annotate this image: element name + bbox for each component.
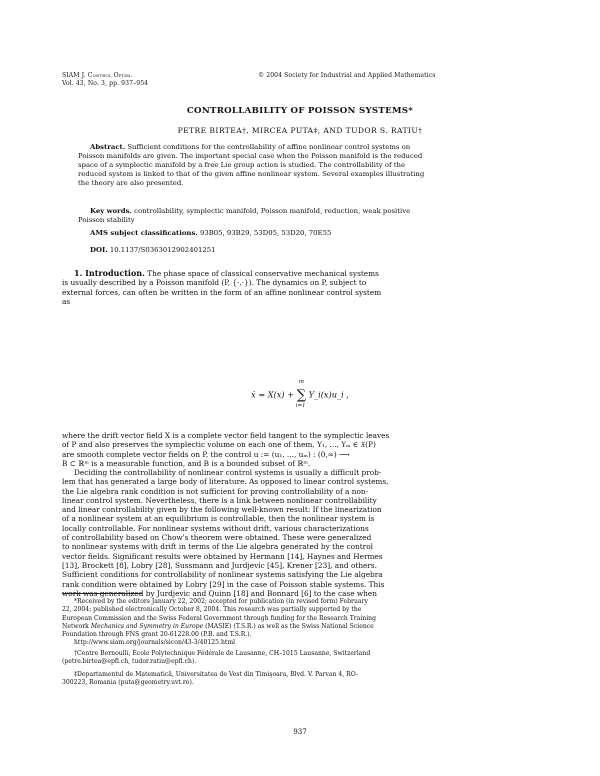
journal-url: http://www.siam.org/journals/sicon/43-3/40125.html <box>74 639 236 647</box>
control-system-equation <box>0 379 600 409</box>
text-line: vector fields. Significant results were obtained by Hermann [14], Haynes and Hermes <box>62 551 383 561</box>
text-line: The phase space of classical conservative mechanical systems <box>147 269 379 278</box>
text-line: of P and also preserves the symplectic volume on each one of them, Y₁, ..., Yₘ ∈ 𝔛(P) <box>62 440 376 450</box>
paper-title: CONTROLLABILITY OF POISSON SYSTEMS* <box>186 106 414 116</box>
footnote-affiliation-timisoara <box>62 671 538 688</box>
text-line: are smooth complete vector fields on P, the control u := (u₁, ..., uₘ) : (0,∞) ⟶ <box>62 449 350 459</box>
page-number: 937 <box>293 728 307 736</box>
text-line: rank condition were obtained by Lobry [29] in the case of Poisson stable systems. This <box>62 579 385 589</box>
text-line: work was generalized by Jurdjevic and Quinn [18] and Bonnard [6] to the case when <box>62 588 377 598</box>
footnote-text: Network <box>62 622 91 630</box>
text-line: as <box>62 296 71 306</box>
text-line: Deciding the controllability of nonlinear control systems is usually a difficult prob- <box>74 468 382 477</box>
keywords <box>78 207 524 225</box>
footnote-line: ‡Departamentul de Matematică, Universitatea de Vest din Timişoara, Blvd. V. Parvan 4, RO- <box>74 671 358 678</box>
doi-label: DOI. <box>90 246 108 254</box>
footnote-line: †Centre Bernoulli, École Polytechnique Fédérale de Lausanne, CH–1015 Lausanne, Switzerland <box>74 650 371 657</box>
after-equation-paragraph <box>62 431 538 468</box>
text-line: where the drift vector field X is a complete vector field tangent to the symplectic leaves <box>62 431 390 440</box>
footnote-rule <box>62 593 142 594</box>
footnote-line: 300223, Romania (puta@geometry.uvt.ro). <box>62 679 194 687</box>
text-line: locally controllable. For nonlinear systems without drift, various characterizations <box>62 523 369 533</box>
abstract-line: Poisson manifolds are given. The important special case when the Poisson manifold is the reduced <box>78 152 423 160</box>
network-name: Mechanics and Symmetry in Europe <box>90 622 204 630</box>
author-list: PETRE BIRTEA†, MIRCEA PUTA‡, AND TUDOR S. RATIU† <box>177 126 423 135</box>
text-line: of a nonlinear system at an equilibrium is controllable, then the nonlinear system is <box>62 514 375 524</box>
sum-lower-limit: i=1 <box>295 403 306 409</box>
summation-symbol <box>295 379 306 409</box>
text-line: linear control system. Nevertheless, there is a link between nonlinear controllability <box>62 495 377 505</box>
sum-upper-limit: m <box>298 379 304 385</box>
footnote-line: *Received by the editors January 22, 2002; accepted for publication (in revised form) February <box>74 598 368 605</box>
equation-lhs: ẋ = X(x) + <box>251 389 295 400</box>
ams-classification <box>78 229 524 238</box>
footnote-line: European Commission and the Swiss Federal Government through funding for the Research Training <box>62 614 376 622</box>
footnote-line: 22, 2004; published electronically October 8, 2004. This research was partially supported by the <box>62 606 362 614</box>
keywords-line: Poisson stability <box>78 216 135 224</box>
ams-codes: 93B05, 93B29, 53D05, 53D20, 70E55 <box>199 229 332 237</box>
footnote-affiliation-lausanne <box>62 650 538 667</box>
keywords-line: controllability, symplectic manifold, Poisson manifold, reduction, weak positive <box>134 207 411 215</box>
abstract-line: reduced system is linked to that of the given affine nonlinear system. Several examples illustrating <box>78 170 425 178</box>
footnote-line: (petre.birtea@epfl.ch, tudor.ratiu@epfl.ch). <box>62 658 197 666</box>
footnote-text: (MASIE) (T.S.R.) as well as the Swiss National Science <box>203 622 374 630</box>
abstract-line: space of a symplectic manifold by a free Lie group action is studied. The controllability of the <box>78 161 406 169</box>
section-heading-introduction: 1. Introduction. <box>74 268 145 278</box>
text-line: of controllability based on Chow's theorem were obtained. These were generalized <box>62 533 372 543</box>
text-line: lem that has generated a large body of literature. As opposed to linear control systems, <box>62 477 389 487</box>
footnote-received <box>62 598 538 648</box>
equation-rhs: Y_i(x)u_i , <box>308 389 349 400</box>
keywords-label: Key words. <box>90 207 132 215</box>
abstract-line: the theory are also presented. <box>78 179 184 187</box>
text-line: Sufficient conditions for controllability of nonlinear systems satisfying the Lie algebra <box>62 570 383 580</box>
text-line: the Lie algebra rank condition is not sufficient for proving controllability of a non- <box>62 486 369 496</box>
abstract <box>78 143 524 188</box>
text-line: is usually described by a Poisson manifold (P, {·,·}). The dynamics on P, subject to <box>62 278 367 288</box>
text-line: to nonlinear systems with drift in terms of the Lie algebra generated by the control <box>62 542 373 552</box>
text-line: [13], Brockett [8], Lobry [28], Sussmann and Jurdjevic [45], Krener [23], and others. <box>62 560 378 570</box>
volume-info: Vol. 43, No. 3, pp. 937–954 <box>62 80 149 87</box>
doi-value: 10.1137/S0363012902401251 <box>109 246 216 254</box>
abstract-line: Sufficient conditions for the controllability of affine nonlinear control systems on <box>127 143 411 151</box>
sum-glyph: ∑ <box>296 388 306 403</box>
controllability-paragraph <box>62 468 538 598</box>
intro-paragraph <box>62 269 538 306</box>
copyright-notice: © 2004 Society for Industrial and Applied Mathematics <box>258 72 436 79</box>
footnote-line: Foundation through FNS grant 20-61228.00 (P.B. and T.S.R.). <box>62 631 252 639</box>
text-line: and linear controllability given by the following well-known result: If the linearization <box>62 505 382 515</box>
text-line: B ⊂ ℝᵐ is a measurable function, and B is a bounded subset of ℝᵐ. <box>62 458 311 468</box>
journal-name: SIAM J. Control Optim. <box>62 72 133 79</box>
abstract-label: Abstract. <box>90 143 126 151</box>
running-header-left <box>62 72 148 88</box>
text-line: external forces, can often be written in the form of an affine nonlinear control system <box>62 287 382 297</box>
ams-label: AMS subject classifications. <box>90 229 198 237</box>
doi <box>78 246 524 255</box>
